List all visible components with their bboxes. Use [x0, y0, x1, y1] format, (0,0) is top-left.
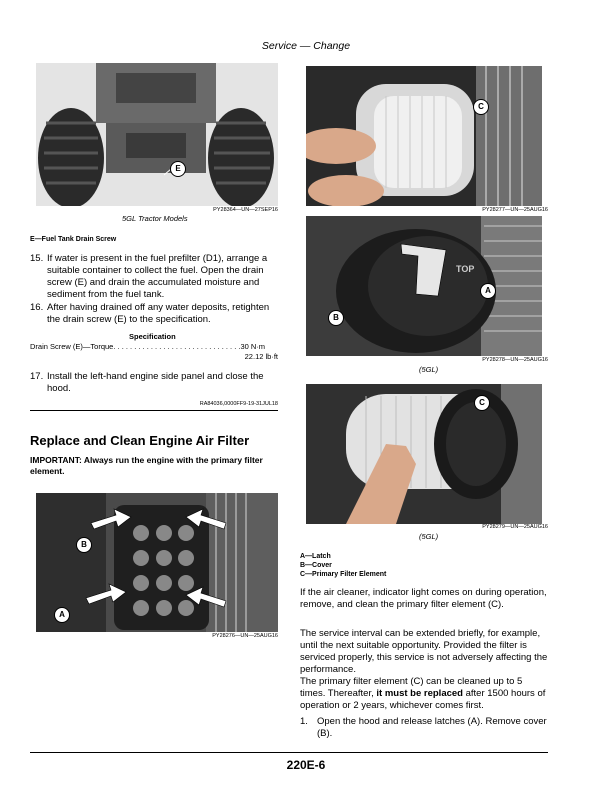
step-number: 17. — [30, 371, 44, 382]
step-number: 1. — [300, 716, 308, 727]
air-cleaner-photo — [36, 493, 278, 632]
legend-e: E—Fuel Tank Drain Screw — [30, 236, 117, 243]
callout-a: A — [480, 283, 496, 299]
step-number: 16. — [30, 302, 44, 313]
doc-ref: RA84036,0000FF9-19-31JUL18 — [199, 401, 278, 407]
legend-b: B—Cover — [300, 562, 332, 569]
cover-top-text: TOP — [456, 264, 475, 274]
divider — [30, 410, 278, 411]
photo-ref: PY28277—UN—25AUG16 — [482, 207, 548, 213]
page-header: Service — Change — [261, 40, 351, 52]
filter-removal-photo — [306, 66, 542, 206]
callout-b: B — [328, 310, 344, 326]
air-cleaner-cover-photo — [306, 216, 542, 356]
callout-a: A — [54, 607, 70, 623]
important-note — [30, 455, 280, 477]
callout-c: C — [474, 395, 490, 411]
step-text: Install the left-hand engine side panel and close the hood. — [47, 371, 264, 394]
figure-legend — [300, 552, 386, 579]
paragraph-cleaning-limit — [300, 676, 550, 712]
cleaning-limit-text-end: after 1500 hours of operation or 2 years, whichever comes first. — [300, 688, 546, 711]
spec-torque: Drain Screw (E)—Torque. . . . . . . . . . . . . . . . . . . . . . . . . . . . . . .30 N·m — [30, 342, 266, 351]
callout-c: C — [473, 99, 489, 115]
footer-rule — [30, 752, 548, 753]
callout-b: B — [76, 537, 92, 553]
photo-ref: PY28278—UN—25AUG16 — [482, 357, 548, 363]
spec-heading: Specification — [129, 332, 176, 341]
tractor-underside-photo — [36, 63, 278, 206]
primary-filter-photo — [306, 384, 542, 524]
photo-caption: 5GL Tractor Models — [122, 214, 188, 223]
section-title: Replace and Clean Engine Air Filter — [30, 433, 250, 448]
photo-ref: PY28279—UN—25AUG16 — [482, 524, 548, 530]
step-number: 15. — [30, 253, 44, 264]
callout-e: E — [170, 161, 186, 177]
photo-caption: (5GL) — [419, 365, 439, 374]
replace-emphasis: it must be replaced — [376, 688, 463, 699]
cleaning-limit-text: The primary filter element (C) can be cleaned up to 5 times. Thereafter, — [300, 676, 523, 699]
paragraph-interval: The service interval can be extended briefly, for example, until the next suitable opportunity. Provided the filter is serviced properly, this service is not adversely affecting the performance. — [300, 628, 548, 675]
step-text: If water is present in the fuel prefilter (D1), arrange a suitable container to collect the fuel. Open the drain screw (E) and drain the accumulated moisture and sediment from the fuel tank. — [47, 253, 268, 300]
important-text: IMPORTANT: Always run the engine with the primary filter element. — [30, 455, 263, 476]
spec-torque-imperial: 22.12 lb·ft — [244, 352, 278, 361]
step-text: Open the hood and release latches (A). Remove cover (B). — [317, 716, 547, 739]
paragraph-indicator: If the air cleaner, indicator light comes on during operation, remove, and clean the primary filter element (C). — [300, 587, 547, 610]
photo-ref: PY28276—UN—25AUG16 — [212, 633, 278, 639]
legend-a: A—Latch — [300, 553, 331, 560]
photo-ref: PY28364—UN—27SEP16 — [213, 207, 278, 213]
page-number: 220E-6 — [286, 758, 326, 772]
legend-c: C—Primary Filter Element — [300, 571, 387, 578]
step-text: After having drained off any water deposits, retighten the drain screw (E) to the specification. — [47, 302, 270, 325]
photo-caption: (5GL) — [419, 532, 439, 541]
